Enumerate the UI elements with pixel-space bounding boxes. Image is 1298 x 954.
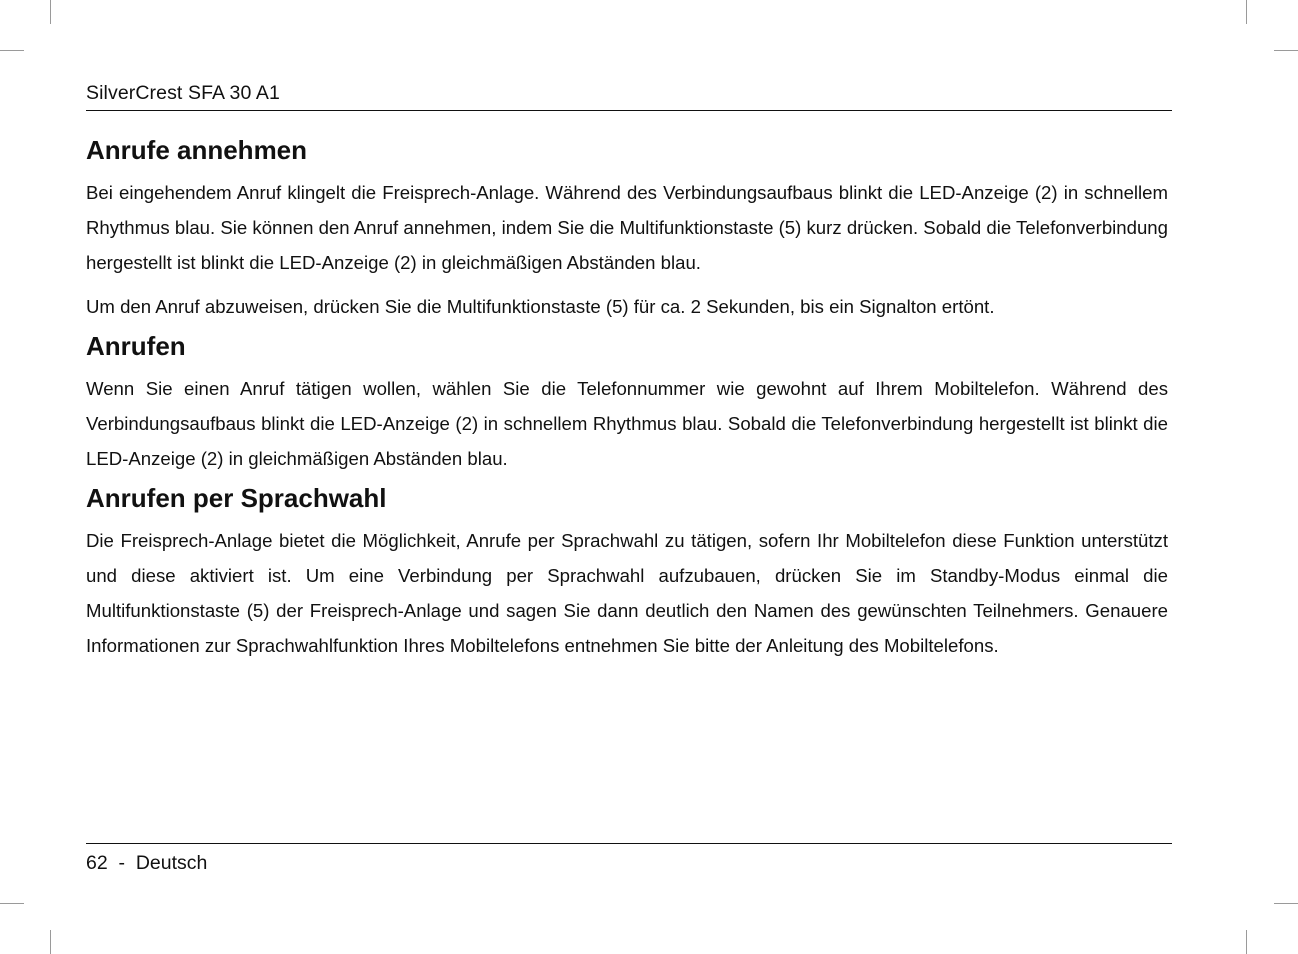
crop-mark-bottom-right-vertical xyxy=(1246,930,1247,954)
crop-mark-top-left-vertical xyxy=(50,0,51,24)
section-heading: Anrufen per Sprachwahl xyxy=(86,483,387,513)
page-footer xyxy=(86,843,1172,874)
crop-mark-top-right-vertical xyxy=(1246,0,1247,24)
paragraph: Die Freisprech-Anlage bietet die Möglichkeit, Anrufe per Sprachwahl zu tätigen, sofern Ihr Mobiltelefon diese Funktion unterstützt und diese aktiviert ist. Um eine Verbindung per Sprachwahl aufzubauen, drücken Sie im Standby-Modus einmal die Multifunktionstaste (5) der Freisprech-Anlage und sagen Sie dann deutlich den Namen des gewünschten Teilnehmers. Genauere Informationen zur Sprachwahlfunktion Ihres Mobiltelefons entnehmen Sie bitte der Anleitung des Mobiltelefons. xyxy=(86,530,1168,656)
section-anrufe-annehmen xyxy=(86,132,1168,324)
crop-mark-top-right-horizontal xyxy=(1274,50,1298,51)
crop-mark-bottom-right-horizontal xyxy=(1274,903,1298,904)
section-heading: Anrufe annehmen xyxy=(86,135,308,165)
paragraph: Um den Anruf abzuweisen, drücken Sie die Multifunktionstaste (5) für ca. 2 Sekunden, bis ein Signalton ertönt. xyxy=(86,296,995,317)
crop-mark-bottom-left-vertical xyxy=(50,930,51,954)
section-heading: Anrufen xyxy=(86,331,186,361)
section-anrufen xyxy=(86,328,1168,476)
section-anrufen-per-sprachwahl xyxy=(86,480,1168,663)
crop-mark-bottom-left-horizontal xyxy=(0,903,24,904)
document-title: SilverCrest SFA 30 A1 xyxy=(86,82,280,104)
paragraph: Bei eingehendem Anruf klingelt die Freisprech-Anlage. Während des Verbindungsaufbaus blinkt die LED-Anzeige (2) in schnellem Rhythmus blau. Sie können den Anruf annehmen, indem Sie die Multifunktionstaste (5) kurz drücken. Sobald die Telefonverbindung hergestellt ist blinkt die LED-Anzeige (2) in gleichmäßigen Abständen blau. xyxy=(86,182,1168,273)
page-number-and-language: 62 - Deutsch xyxy=(86,852,208,874)
page-content xyxy=(86,132,1168,663)
crop-mark-top-left-horizontal xyxy=(0,50,24,51)
page-header xyxy=(86,80,1172,111)
paragraph: Wenn Sie einen Anruf tätigen wollen, wählen Sie die Telefonnummer wie gewohnt auf Ihrem Mobiltelefon. Während des Verbindungsaufbaus blinkt die LED-Anzeige (2) in schnellem Rhythmus blau. Sobald die Telefonverbindung hergestellt ist blinkt die LED-Anzeige (2) in gleichmäßigen Abständen blau. xyxy=(86,378,1168,469)
